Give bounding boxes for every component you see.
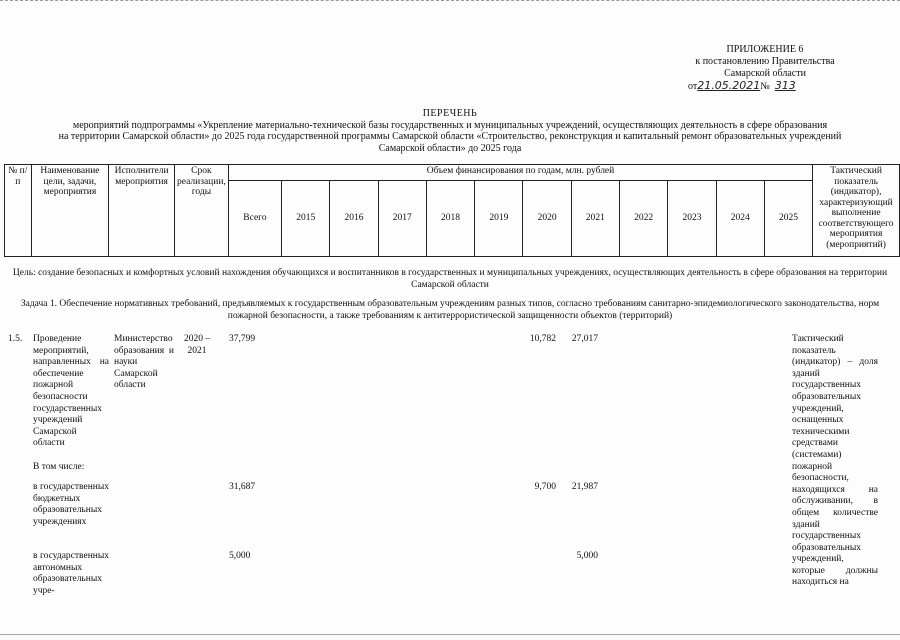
subrow-budget-2020: 9,700 [534,482,556,492]
document-title [10,108,890,154]
task-text: Задача 1. Обеспечение нормативных требований, предъявляемых к государственным образовательным учреждениям разных типов, согласно требованиям санитарно-эпидемиологического законодательства, норм пожарной безопасности, а также требованиям к антитеррористической защищенности объектов (территорий) [20,299,880,321]
row-2021: 27,017 [571,334,598,344]
title-heading: ПЕРЕЧЕНЬ [422,108,478,119]
appendix-region: Самарской области [724,68,806,79]
subrow-budget-name: в государственных бюджетных образовательных учреждениях [33,482,109,527]
header-year: 2017 [378,181,426,257]
subrow-budget-total: 31,687 [229,482,256,492]
scan-top-edge [0,0,900,4]
header-year: 2016 [330,181,378,257]
title-line-3: Самарской области» до 2025 года [378,142,522,154]
subrow-budget-2021: 21,987 [571,482,598,492]
header-year: 2020 [523,181,571,257]
goal-text: Цель: создание безопасных и комфортных условий нахождения обучающихся и воспитанников в государственных и муниципальных учреждениях, осуществляющих деятельность в сфере образования на территории Самарской области [12,268,888,290]
header-year: 2019 [475,181,523,257]
header-year: 2025 [764,181,812,257]
subrow-autonomous-name: в государственных автономных образовательных учре- [33,551,109,596]
header-year: 2018 [426,181,474,257]
header-name: Наименование цели, задачи, мероприятия [31,165,109,257]
header-indicator: Тактический показатель (индикатор), характеризующий выполнение соответствующего мероприятия (мероприятий) [813,165,900,257]
header-funding: Объем финансирования по годам, млн. рублей [228,165,812,181]
appendix-resolution: к постановлению Правительства [695,56,835,67]
subrow-autonomous-2021: 5,000 [576,551,598,561]
including-label: В том числе: [33,462,85,472]
row-number: 1.5. [8,334,23,344]
header-year: 2022 [620,181,668,257]
subrow-autonomous-total: 5,000 [229,551,251,561]
header-table [4,164,900,257]
header-executors: Исполнители мероприятия [109,165,175,257]
appendix-block [680,44,850,93]
header-year: 2015 [282,181,330,257]
title-line-2: на территории Самарской области» до 2025 года государственной программы Самарской области «Строительство, реконструкция и капитальный ремонт образовательных учреждений [58,131,842,142]
header-num: № п/п [5,165,32,257]
appendix-title: ПРИЛОЖЕНИЕ 6 [726,44,804,55]
header-year: 2023 [668,181,716,257]
header-year: 2021 [571,181,619,257]
row-indicator: Тактический показатель (индикатор) – доля зданий государственных образовательных учреждений, оснащенных техническими средствами (системами) пожарной безопасности, находящихся на обслуживании, в общем количестве зданий государственных образовательных учреждений, которые должны находиться на [792,334,878,588]
appendix-date-line: от21.05.2021№ 313 [688,79,796,92]
row-executor: Министерство образования и науки Самарской области [114,334,174,391]
header-term: Срок реализации, годы [175,165,229,257]
row-total: 37,799 [229,334,256,344]
handwritten-date: 21.05.2021 [697,79,761,92]
scan-bottom-edge [0,634,900,635]
row-2020: 10,782 [529,334,556,344]
handwritten-number: 313 [774,79,796,92]
row-term: 2020 – 2021 [183,334,211,356]
header-total: Всего [228,181,281,257]
row-name: Проведение мероприятий, направленных на обеспечение пожарной безопасности государственных учреждений Самарской области [33,334,109,449]
header-year: 2024 [716,181,764,257]
title-line-1: мероприятий подпрограммы «Укрепление материально-технической базы государственных и муниципальных учреждений, осуществляющих деятельность в сфере образования [72,119,828,131]
